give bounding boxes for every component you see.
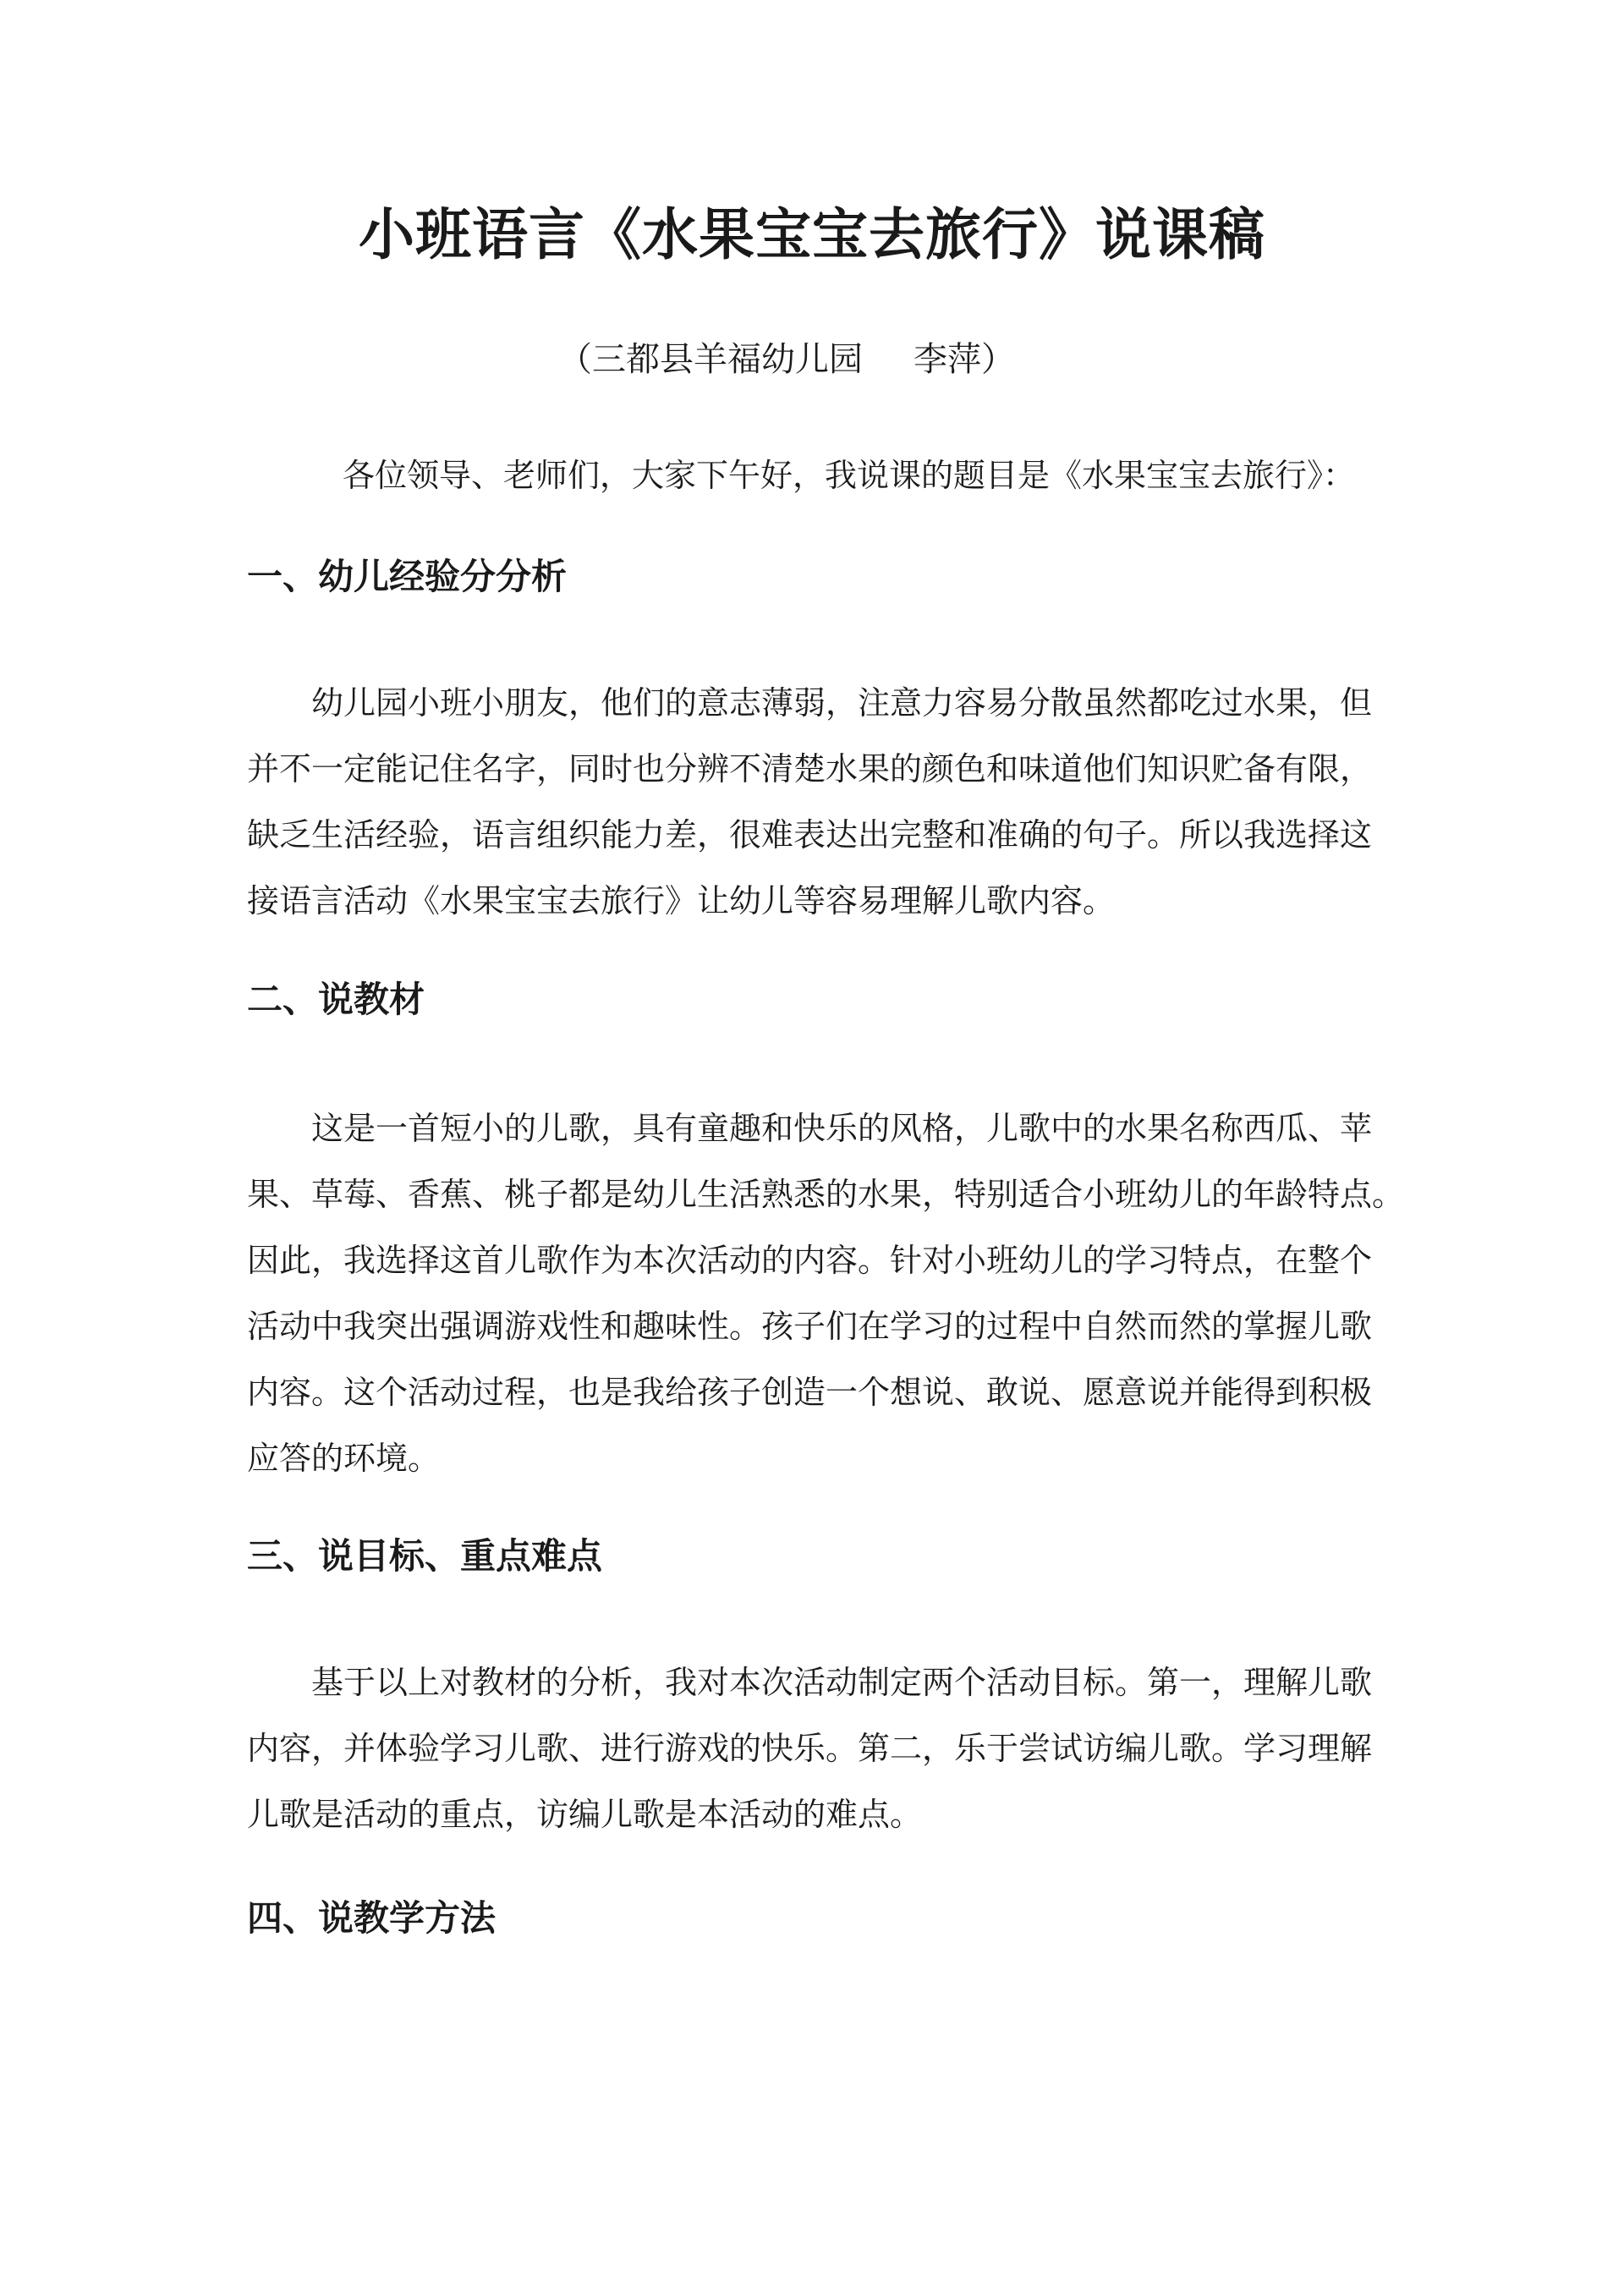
- section-paragraph-experience: [247, 670, 1389, 934]
- greeting-paragraph: 各位领导、老师们，大家下午好，我说课的题目是《水果宝宝去旅行》：: [343, 457, 1356, 494]
- author-line: [558, 334, 1015, 385]
- paragraph-line: 活动中我突出强调游戏性和趣味性。孩子们在学习的过程中自然而然的掌握儿歌: [247, 1308, 1373, 1345]
- paragraph-line: 因此，我选择这首儿歌作为本次活动的内容。针对小班幼儿的学习特点，在整个: [247, 1242, 1373, 1279]
- section-heading-methods: 四、说教学方法: [247, 1897, 497, 1939]
- paragraph-line: 缺乏生活经验，语言组织能力差，很难表达出完整和准确的句子。所以我选择这: [247, 816, 1373, 853]
- section-paragraph-goals: [247, 1649, 1389, 1847]
- paragraph-line: 内容。这个活动过程，也是我给孩子创造一个想说、敢说、愿意说并能得到积极: [247, 1374, 1373, 1411]
- paragraph-line: 基于以上对教材的分析，我对本次活动制定两个活动目标。第一，理解儿歌: [311, 1664, 1373, 1701]
- paragraph-line: 果、草莓、香蕉、桃子都是幼儿生活熟悉的水果，特别适合小班幼儿的年龄特点。: [247, 1176, 1405, 1213]
- author-name: 李萍）: [914, 340, 1015, 379]
- section-heading-material: 二、说教材: [247, 979, 425, 1020]
- paragraph-line: 这是一首短小的儿歌，具有童趣和快乐的风格，儿歌中的水果名称西瓜、苹: [311, 1110, 1373, 1147]
- section-heading-experience: 一、幼儿经验分分析: [247, 556, 568, 597]
- paragraph-line: 内容，并体验学习儿歌、进行游戏的快乐。第二，乐于尝试访编儿歌。学习理解: [247, 1730, 1373, 1767]
- paragraph-line: 接语言活动《水果宝宝去旅行》让幼儿等容易理解儿歌内容。: [247, 882, 1116, 919]
- paragraph-line: 应答的环境。: [247, 1440, 441, 1477]
- section-heading-goals: 三、说目标、重点难点: [247, 1535, 603, 1577]
- author-organization: （三都县羊福幼儿园: [558, 340, 863, 379]
- section-paragraph-material: [247, 1095, 1405, 1491]
- paragraph-line: 儿歌是活动的重点，访编儿歌是本活动的难点。: [247, 1796, 923, 1833]
- paragraph-line: 幼儿园小班小朋友，他们的意志薄弱，注意力容易分散虽然都吃过水果，但: [311, 684, 1373, 722]
- paragraph-line: 并不一定能记住名字，同时也分辨不清楚水果的颜色和味道他们知识贮备有限，: [247, 750, 1373, 788]
- document-title: 小班语言《水果宝宝去旅行》说课稿: [359, 201, 1265, 267]
